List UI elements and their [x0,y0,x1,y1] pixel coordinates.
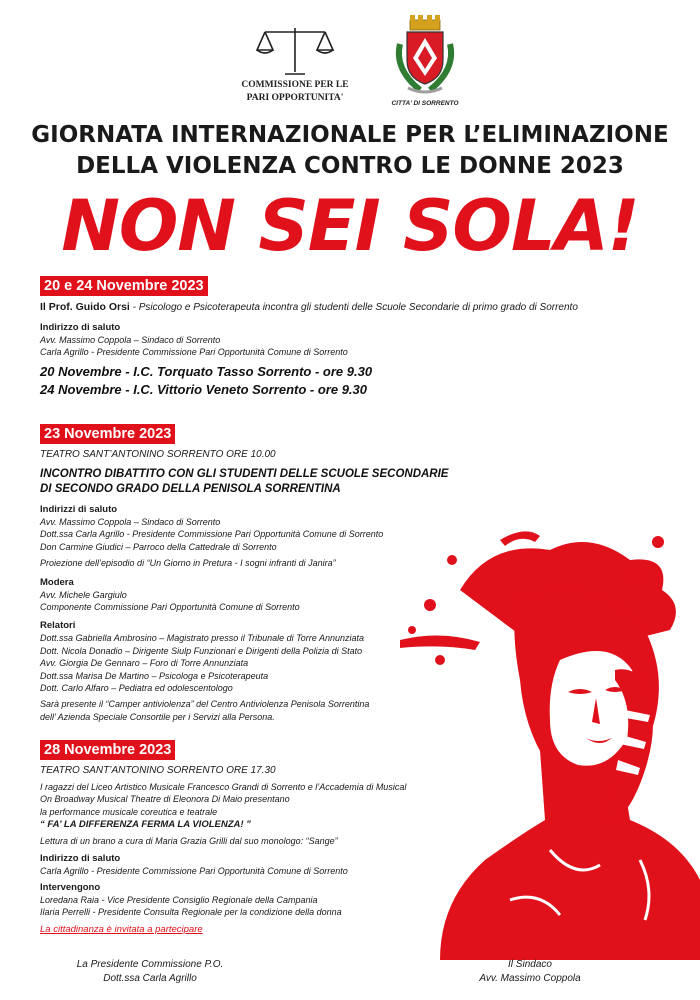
greeting-label-2: Indirizzi di saluto [40,504,118,515]
greeting-item: Dott.ssa Carla Agrillo - Presidente Commissione Pari Opportunità Comune di Sorrento [40,529,384,540]
speaker-name: Il Prof. Guido Orsi [40,301,130,313]
event3-desc-line: la performance musicale coreutica e teatrale [40,806,218,817]
event-section-3 [40,740,660,936]
signature-left-role: La Presidente Commissione P.O. [76,959,224,970]
greeting-item: Avv. Massimo Coppola – Sindaco di Sorrento [40,517,221,527]
projection-note: Proiezione dell’episodio di “Un Giorno in Pretura - I sogni infranti di Janira” [40,558,336,569]
speaker-item: Ilaria Perrelli - Presidente Consulta Regionale per la condizione della donna [40,907,342,918]
session-item: 24 Novembre - I.C. Vittorio Veneto Sorrento - ore 9.30 [40,381,367,397]
commission-logo-line2: PARI OPPORTUNITA' [246,93,344,103]
speaker-line [40,300,660,315]
invite-text: La cittadinanza è invitata a partecipare [40,923,203,935]
greeting-item: Don Carmine Giudici – Parroco della Cattedrale di Sorrento [40,541,277,552]
date-badge-3: 28 Novembre 2023 [40,740,175,760]
scales-of-justice-icon [255,24,335,78]
speakers-label-2: Relatori [40,620,76,632]
moderator-label: Modera [40,576,74,588]
city-logo-caption: CITTA' DI SORRENTO [391,100,459,107]
moderator-item: Componente Commissione Pari Opportunità Comune di Sorrento [40,602,300,613]
camper-note-line2: dell’ Azienda Speciale Consortile per i Servizi alla Persona. [40,711,275,722]
camper-note-line1: Sarà presente il “Camper antiviolenza” del Centro Antiviolenza Penisola Sorrentina [40,699,370,710]
commission-logo-line1: COMMISSIONE PER LE [241,80,349,90]
event-section-2 [40,424,660,723]
page-title-line2: DELLA VIOLENZA CONTRO LE DONNE 2023 [76,153,624,179]
speaker-item: Dott. Carlo Alfaro – Pediatra ed odolescentologo [40,683,233,694]
signature-left [40,958,260,986]
signature-right-role: Il Sindaco [508,959,552,970]
reading-note: Lettura di un brano a cura di Maria Grazia Grilli dal suo monologo: “Sange” [40,836,338,847]
speaker-item: Dott. Nicola Donadio – Dirigente Siulp Funzionari e Dirigenti della Polizia di Stato [40,645,363,656]
sorrento-coat-of-arms-icon [390,14,460,98]
speaker-item: Loredana Raia - Vice Presidente Consiglio Regionale della Campania [40,895,318,906]
session-item: 20 Novembre - I.C. Torquato Tasso Sorrento - ore 9.30 [40,363,373,379]
show-title: “ FA’ LA DIFFERENZA FERMA LA VIOLENZA! ” [40,819,251,831]
date-badge-2: 23 Novembre 2023 [40,424,175,444]
greeting-label-3: Indirizzo di saluto [40,852,121,864]
page-title-line1: GIORNATA INTERNAZIONALE PER L’ELIMINAZIONE [31,122,669,148]
headline: NON SEI SOLA! [61,185,639,267]
greeting-item: Carla Agrillo - Presidente Commissione Pari Opportunità Comune di Sorrento [40,865,348,876]
greeting-item: Avv. Massimo Coppola – Sindaco di Sorrento [40,335,221,345]
moderator-item: Avv. Michele Gargiulo [40,589,127,600]
commission-logo [240,24,350,104]
speaker-item: Dott.ssa Gabriella Ambrosino – Magistrato presso il Tribunale di Torre Annunziata [40,633,364,644]
event3-desc-line: On Broadway Musical Theatre di Eleonora Di Maio presentano [40,794,290,805]
city-logo [384,14,466,107]
signature-right [440,958,620,986]
event2-title-line2: DI SECONDO GRADO DELLA PENISOLA SORRENTINA [40,483,341,495]
speaker-item: Dott.ssa Marisa De Martino – Psicologa e Psicoterapeuta [40,670,269,681]
signature-left-name: Dott.ssa Carla Agrillo [103,973,197,984]
date-badge-1: 20 e 24 Novembre 2023 [40,276,208,296]
event2-title-line1: INCONTRO DIBATTITO CON GLI STUDENTI DELLE SCUOLE SECONDARIE [40,468,449,480]
speaker-desc: - Psicologo e Psicoterapeuta incontra gli studenti delle Scuole Secondarie di primo grado di Sorrento [129,302,578,313]
speaker-item: Avv. Giorgia De Gennaro – Foro di Torre Annunziata [40,658,249,669]
greeting-item: Carla Agrillo - Presidente Commissione Pari Opportunità Comune di Sorrento [40,347,348,358]
greeting-label-1: Indirizzo di saluto [40,322,121,333]
event3-desc-line: I ragazzi del Liceo Artistico Musicale Francesco Grandi di Sorrento e l’Accademia di Musical [40,782,407,792]
speakers-label-3: Intervengono [40,882,101,894]
venue-3: TEATRO SANT’ANTONINO SORRENTO ORE 17.30 [40,765,276,776]
venue-2: TEATRO SANT’ANTONINO SORRENTO ORE 10.00 [40,449,276,460]
signature-right-name: Avv. Massimo Coppola [479,973,581,984]
event-section-1 [40,276,660,399]
